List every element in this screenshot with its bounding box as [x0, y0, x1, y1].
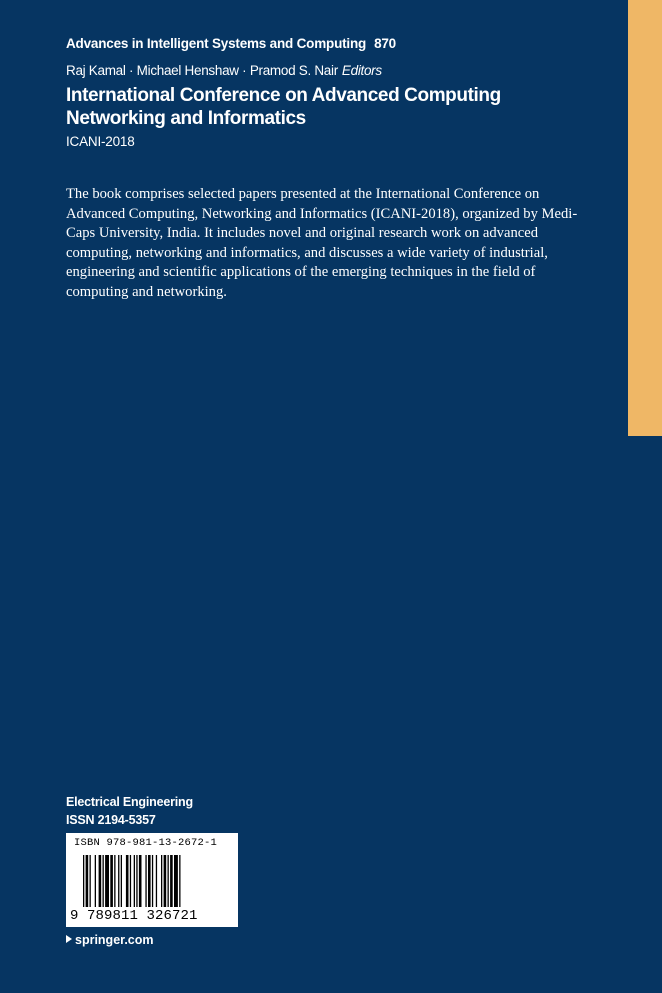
barcode-icon — [83, 855, 223, 907]
editors-line — [66, 63, 382, 78]
book-title: International Conference on Advanced Computing Networking and Informatics — [66, 85, 501, 129]
barcode-box — [66, 833, 238, 927]
isbn-label: ISBN 978-981-13-2672-1 — [74, 837, 218, 849]
issn-label: ISSN 2194-5357 — [66, 813, 156, 827]
series-number: 870 — [374, 36, 396, 51]
publisher-url: springer.com — [75, 933, 154, 947]
publisher-link[interactable] — [66, 933, 154, 947]
subject-category: Electrical Engineering — [66, 795, 193, 809]
book-description: The book comprises selected papers presented at the International Conference on Advanced Computing, Networking and Informatics (ICANI-2018), organized by Medi-Caps University, India. It includes novel and original research work on advanced computing, networking and informatics, and discusses a wide variety of industrial, engineering and scientific applications of the emerging techniques in the field of computing and networking. — [66, 186, 578, 300]
series-name: Advances in Intelligent Systems and Computing — [66, 36, 367, 51]
editor-names: Raj Kamal · Michael Henshaw · Pramod S. Nair — [66, 63, 338, 78]
barcode-digits: 9 789811 326721 — [70, 908, 198, 924]
series-line — [66, 36, 396, 51]
accent-strip — [628, 0, 662, 436]
arrow-right-icon — [66, 935, 72, 943]
book-subtitle: ICANI-2018 — [66, 134, 135, 149]
editors-role: Editors — [341, 63, 382, 78]
